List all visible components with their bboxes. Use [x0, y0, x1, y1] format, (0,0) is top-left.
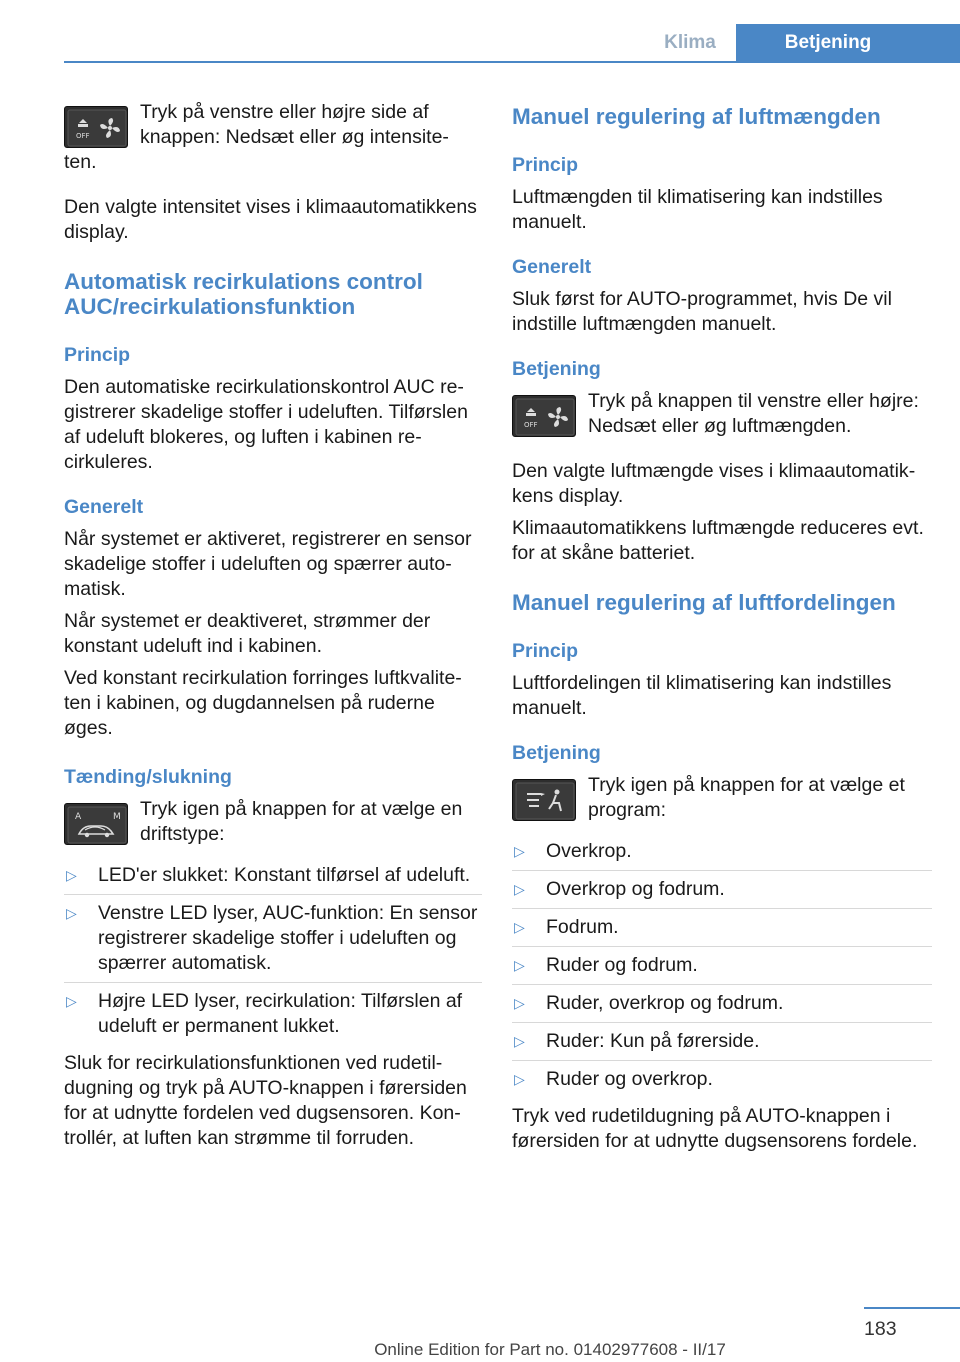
list-item: ▷ Ruder, overkrop og fodrum. [512, 991, 932, 1023]
ford-betjening-heading: Betjening [512, 742, 601, 764]
luft-generelt-heading: Generelt [512, 256, 592, 278]
auc-closing-text: Sluk for recirkulationsfunktionen ved rudetildugning og tryk på AUTO-knappen i førersiden for at udnytte fordelen ved dugsensoren. Kontrollér, at luften kan strømme til forruden. [64, 1052, 467, 1149]
bullet-triangle-icon: ▷ [514, 995, 525, 1011]
luft-princip-text: Luftmængden til klimatisering kan indstilles manuelt. [512, 186, 883, 233]
auc-button-row [64, 797, 482, 847]
bullet-triangle-icon: ▷ [514, 919, 525, 935]
luft-reduce-text: Klimaautomatikkens luftmængde reduceres evt. for at skåne batteriet. [512, 517, 924, 564]
right-column [512, 100, 932, 1154]
fan-intensity-row [64, 100, 482, 150]
auc-modes-list [64, 863, 482, 1045]
ford-princip-heading: Princip [512, 640, 579, 662]
auc-a-label: A [75, 812, 82, 822]
auc-princip-heading: Princip [64, 344, 131, 366]
ford-closing-text: Tryk ved rudetildugning på AUTO-knappen i førersiden for at udnytte dugsensorens fordele. [512, 1105, 918, 1152]
air-distribution-button-icon [512, 779, 576, 821]
list-item: ▷ Venstre LED lyser, AUC-funktion: En sensor registrerer skadelige stoffer i udeluften og spærrer automatisk. [64, 901, 482, 983]
list-item: ▷ Ruder og overkrop. [514, 1068, 713, 1090]
luft-betjening-heading: Betjening [512, 358, 601, 380]
page-number: 183 [864, 1318, 897, 1340]
header-tabs [0, 24, 960, 62]
bullet-triangle-icon: ▷ [514, 1071, 525, 1087]
bullet-triangle-icon: ▷ [66, 993, 77, 1009]
fan-off-label: OFF [524, 421, 538, 429]
fordeling-heading: Manuel regulering af luftfordelingen [512, 590, 896, 615]
luft-betjening-text: Tryk på knappen til venstre eller højre: Nedsæt eller øg luftmængden. [588, 390, 919, 437]
bullet-triangle-icon: ▷ [66, 905, 77, 921]
list-item: ▷ Fodrum. [512, 915, 932, 947]
luft-display-text: Den valgte luftmængde vises i klimaautomatikkens display. [512, 460, 916, 507]
auc-generelt-p1: Når systemet er aktiveret, registrerer en sensor skadelige stoffer i udeluften og spærrer automatisk. [64, 528, 472, 600]
fan-button-icon [512, 395, 576, 437]
auc-princip-text: Den automatiske recirkulationskontrol AUC registrerer skadelige stoffer i udeluften. Tilførslen af udeluft blokeres, og luften i kabinen recirkuleres. [64, 376, 468, 473]
intensity-instruction-cont: ten. [64, 151, 97, 173]
bullet-triangle-icon: ▷ [514, 881, 525, 897]
programs-list [512, 839, 932, 1098]
fan-off-label: OFF [76, 132, 90, 140]
header-rule [64, 61, 960, 63]
fan-button-icon [64, 106, 128, 148]
intensity-display-text: Den valgte intensitet vises i klimaautomatikkens display. [64, 196, 477, 243]
tab-betjening[interactable]: Betjening [736, 24, 960, 62]
luft-generelt-text: Sluk først for AUTO-programmet, hvis De vil indstille luftmængden manuelt. [512, 288, 892, 335]
ford-button-row [512, 773, 932, 823]
intensity-instruction: Tryk på venstre eller højre side af knappen: Nedsæt eller øg intensite- [140, 101, 449, 148]
list-item: ▷ Ruder og fodrum. [512, 953, 932, 985]
list-item: ▷ Ruder: Kun på førerside. [512, 1029, 932, 1061]
auc-generelt-p2: Når systemet er deaktiveret, strømmer der konstant udeluft ind i kabinen. [64, 610, 431, 657]
list-item: ▷ LED'er slukket: Konstant tilførsel af udeluft. [64, 863, 482, 895]
auc-button-icon [64, 803, 128, 845]
list-item: ▷ Overkrop og fodrum. [512, 877, 932, 909]
left-column [64, 100, 482, 1151]
footer-edition: Online Edition for Part no. 01402977608 - II/17 [374, 1340, 726, 1359]
luft-button-row [512, 389, 932, 439]
list-item: ▷ Højre LED lyser, recirkulation: Tilførslen af udeluft er permanent lukket. [66, 990, 463, 1037]
auc-generelt-heading: Generelt [64, 496, 144, 518]
auc-generelt-p3: Ved konstant recirkulation forringes luftkvaliteten i kabinen, og dugdannelsen på ruderne øges. [64, 667, 462, 739]
bullet-triangle-icon: ▷ [514, 957, 525, 973]
bullet-triangle-icon: ▷ [514, 843, 525, 859]
bullet-triangle-icon: ▷ [514, 1033, 525, 1049]
ford-princip-text: Luftfordelingen til klimatisering kan indstilles manuelt. [512, 672, 892, 719]
luftmaengde-heading: Manuel regulering af luftmængden [512, 104, 881, 129]
tab-klima[interactable]: Klima [664, 32, 716, 53]
page-number-rule [864, 1307, 960, 1309]
bullet-triangle-icon: ▷ [66, 867, 77, 883]
ford-betjening-text: Tryk igen på knappen for at vælge et program: [588, 774, 905, 821]
auc-heading: Automatisk recirkulations control AUC/recirkulationsfunktion [64, 269, 423, 319]
list-item: ▷ Overkrop. [512, 839, 932, 871]
auc-m-label: M [113, 812, 121, 822]
taend-instruction: Tryk igen på knappen for at vælge en driftstype: [140, 798, 463, 845]
luft-princip-heading: Princip [512, 154, 579, 176]
taend-heading: Tænding/slukning [64, 766, 232, 788]
